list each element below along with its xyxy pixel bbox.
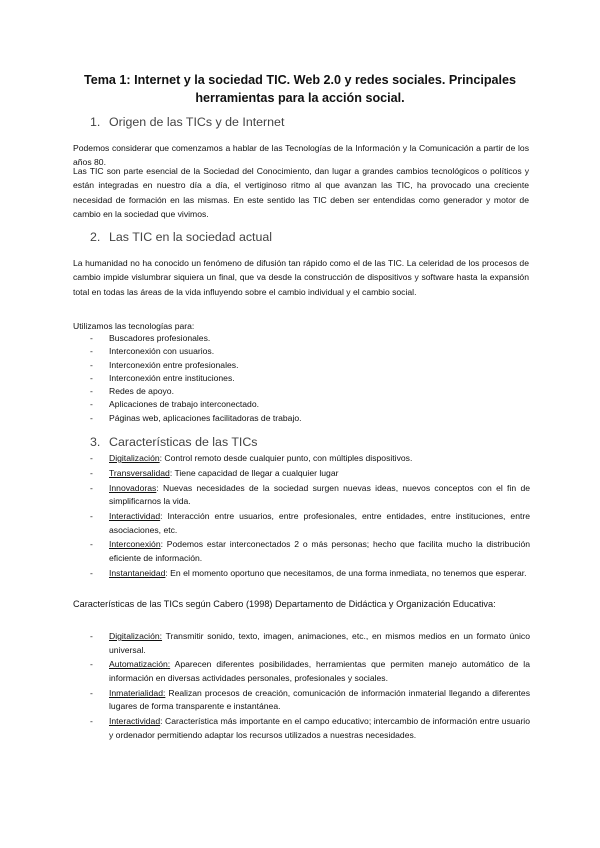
section-3-heading — [90, 435, 258, 449]
cabero-intro: Características de las TICs según Cabero (1998) Departamento de Didáctica y Organización Educativa: — [73, 599, 496, 609]
section-1-paragraph-2: Las TIC son parte esencial de la Sociedad del Conocimiento, dan lugar a grandes cambios tecnológicos o políticos y están integradas en nuestro día a día, el vertiginoso ritmo al que avanzan las TIC, ha provocado una creciente necesidad de formación en las mismas. En este sentido las TIC deben ser entendidas como generador y motor de cambio en la sociedad que vivimos. — [73, 166, 529, 219]
section-3-list — [90, 452, 530, 581]
section-2-list-intro: Utilizamos las tecnologías para: — [73, 321, 195, 331]
list-item: - Interconexión entre instituciones. — [90, 372, 235, 383]
section-2-paragraph-1: La humanidad no ha conocido un fenómeno de difusión tan rápido como el de las TIC. La celeridad de los procesos de cambio impide vislumbrar siquiera un final, que va desde la construcción de dispositivos y software hasta la expansión total en todas las áreas de la vida influyendo sobre el cambio individual y el cambio social. — [73, 258, 529, 297]
list-item: - Interconexión con usuarios. — [90, 346, 215, 357]
section-2-list — [90, 332, 530, 425]
section-1-title: Origen de las TICs y de Internet — [109, 115, 285, 129]
list-item: - Transversalidad: Tiene capacidad de llegar a cualquier lugar — [90, 467, 339, 478]
section-3-title: Características de las TICs — [109, 435, 258, 449]
list-item: - Aplicaciones de trabajo interconectado. — [90, 399, 260, 410]
section-1-number: 1. — [90, 115, 101, 129]
list-item: - Interactividad: Característica más importante en el campo educativo; intercambio de información entre usuario y ordenador permitiendo adaptar los recursos utilizados a nuestras necesidades. — [90, 716, 530, 740]
list-item: - Automatización: Aparecen diferentes posibilidades, herramientas que permiten manejo automático de la información en diversas actividades personales, profesionales y sociales. — [90, 659, 530, 683]
section-2-heading — [90, 230, 272, 244]
list-item: - Interconexión entre profesionales. — [90, 359, 239, 370]
section-1-paragraph-1: Podemos considerar que comenzamos a hablar de las Tecnologías de la Información y la Comunicación a partir de los años 80. — [73, 143, 529, 168]
list-item: - Innovadoras: Nuevas necesidades de la sociedad surgen nuevas ideas, nuevos conceptos con el fin de simplificarnos la vida. — [90, 482, 530, 507]
list-item: - Digitalización: Control remoto desde cualquier punto, con múltiples dispositivos. — [90, 453, 413, 463]
section-2-number: 2. — [90, 230, 101, 244]
list-item: - Digitalización: Transmitir sonido, texto, imagen, animaciones, etc., en mismos medios en un formato único universal. — [90, 631, 530, 655]
list-item: - Inmaterialidad: Realizan procesos de creación, comunicación de información inmaterial llegando a diferentes lugares de forma transparente e instantánea. — [90, 687, 530, 712]
list-item: - Páginas web, aplicaciones facilitadoras de trabajo. — [90, 412, 302, 423]
document-title: Tema 1: Internet y la sociedad TIC. Web 2.0 y redes sociales. Principales herramientas para la acción social. — [83, 73, 517, 105]
section-2-title: Las TIC en la sociedad actual — [109, 230, 273, 244]
cabero-list — [90, 630, 530, 744]
list-item: - Interconexión: Podemos estar interconectados 2 o más personas; hecho que facilita mucho la distribución eficiente de información. — [90, 539, 530, 563]
list-item: - Instantaneidad: En el momento oportuno que necesitamos, de una forma inmediata, no tenemos que esperar. — [90, 567, 527, 578]
list-item: - Interactividad: Interacción entre usuarios, entre profesionales, entre entidades, entre instituciones, entre asociaciones, etc. — [90, 510, 530, 535]
section-3-number: 3. — [90, 435, 101, 449]
section-1-heading — [90, 115, 284, 129]
list-item: - Buscadores profesionales. — [90, 333, 211, 343]
list-item: - Redes de apoyo. — [90, 386, 174, 397]
